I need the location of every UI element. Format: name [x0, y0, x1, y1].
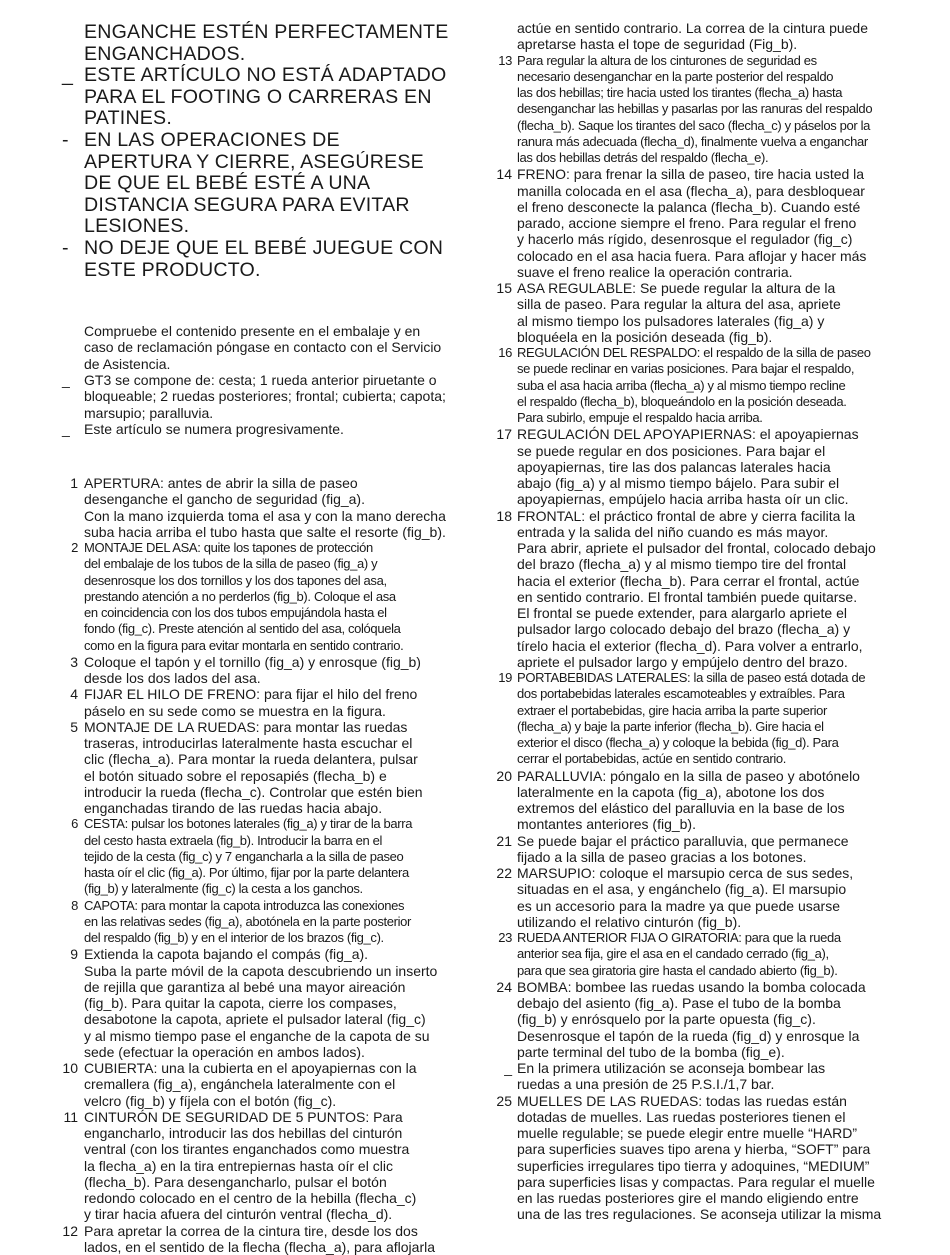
step-number: 17 [496, 426, 512, 443]
instruction-step [492, 345, 892, 426]
step-line: el respaldo (flecha_b), bloqueándolo en la posición deseada. [517, 393, 847, 409]
step-line: desabotone la capota, apriete el pulsador lateral (fig_c) [84, 1011, 426, 1028]
step-line: silla de paseo. Para regular la altura del asa, apriete [517, 296, 841, 313]
step-line: dotadas de muelles. Las ruedas posteriores tienen el [517, 1108, 846, 1125]
step-line: MUELLES DE LAS RUEDAS: todas las ruedas están [517, 1092, 847, 1109]
step-line: la flecha_a) en la tira entrepiernas hasta oír el clic [84, 1157, 393, 1174]
step-number: 9 [70, 946, 78, 963]
contents-bullet: _ [62, 372, 70, 389]
step-line: clic (flecha_a). Para montar la rueda delantera, pulsar [84, 751, 418, 768]
step-line: del embalaje de los tubos de la silla de paseo (fig_a) y [84, 556, 378, 572]
step-number: 6 [71, 816, 78, 832]
step-line: MARSUPIO: coloque el marsupio cerca de sus sedes, [517, 865, 854, 881]
contents-item [62, 372, 450, 421]
step-text [517, 768, 892, 833]
step-line: dos portabebidas laterales escamoteables y extraíbles. Para [517, 686, 845, 702]
contents-text: Este artículo se numera progresivamente. [84, 420, 344, 437]
step-line: el botón situado sobre el reposapiés (flecha_b) e [84, 767, 387, 784]
step-line: del brazo (flecha_a) y al mismo tiempo tire del frontal [517, 556, 847, 573]
step-text [517, 53, 892, 167]
step-number: 25 [496, 1092, 512, 1109]
instruction-step [62, 898, 450, 947]
instruction-step [492, 833, 892, 866]
step-line: se puede reclinar en varias posiciones. Para bajar el respaldo, [517, 361, 855, 377]
step-text [517, 670, 892, 768]
step-line: apretarse hasta el tope de seguridad (Fig_b). [517, 36, 798, 53]
step-text [517, 1060, 892, 1093]
step-text [517, 1093, 892, 1223]
step-line: fijado a la silla de paseo gracias a los botones. [517, 848, 807, 865]
step-line: páselo en su sede como se muestra en la figura. [84, 702, 386, 719]
step-line: parte terminal del tubo de la bomba (fig_e). [517, 1043, 785, 1060]
step-line: ranura más adecuada (flecha_d), finalmente vuelva a enganchar [517, 133, 868, 149]
step-line: sede (efectuar la operación en ambos lados). [84, 1043, 365, 1060]
step-line: Coloque el tapón y el tornillo (fig_a) y enrosque (fig_b) [84, 653, 421, 670]
instruction-step [62, 1109, 450, 1223]
step-line: exterior el disco (flecha_a) y coloque la bebida (fig_d). Para [517, 735, 839, 750]
step-number: 1 [70, 475, 78, 492]
step-line: para que sea giratoria gire hasta el candado abierto (fig_b). [517, 962, 838, 978]
step-line: del cesto hasta extraela (fig_b). Introducir la barra en el [84, 832, 383, 848]
package-contents [62, 323, 450, 437]
step-line: engancharlo, introducir las dos hebillas del cinturón [84, 1125, 403, 1142]
step-line: es un accesorio para la madre ya que puede usarse [517, 897, 840, 914]
warning-bullet: _ [62, 64, 74, 87]
instruction-step [492, 280, 892, 345]
step-line: enganchadas tirando de las ruedas hacia abajo. [84, 800, 383, 817]
step-line: debajo del asiento (fig_a). Pase el tubo de la bomba [517, 995, 841, 1011]
step-text [84, 719, 450, 817]
warning-bullet: - [62, 128, 69, 151]
step-text [517, 979, 892, 1060]
step-number: 23 [498, 930, 512, 945]
instruction-step [492, 53, 892, 167]
step-line: MONTAJE DEL ASA: quite los tapones de protección [84, 540, 373, 556]
step-text [84, 898, 450, 947]
step-line: MONTAJE DE LA RUEDAS: para montar las ruedas [84, 718, 408, 735]
step-line: (flecha_b). Saque los tirantes del saco (flecha_c) y páselos por la [517, 117, 871, 133]
step-number: 14 [496, 166, 512, 183]
step-line: en las ruedas posteriores gire el mando eligiendo entre [517, 1190, 859, 1206]
step-line: Para regular la altura de los cinturones de seguridad es [517, 52, 817, 68]
step-text [84, 816, 450, 897]
step-text [84, 686, 450, 719]
step-line: cerrar el portabebidas, actúe en sentido contrario. [517, 751, 787, 767]
warning-item [62, 238, 450, 281]
step-line: desenganchar las hebillas y pasarlas por las ranuras del respaldo [517, 101, 873, 117]
instruction-steps-left [62, 475, 450, 1255]
step-line: extremos del elástico del paralluvia en la base de los [517, 800, 845, 816]
instruction-step [62, 1060, 450, 1109]
step-line: montantes anteriores (fig_b). [517, 816, 696, 833]
step-line: ruedas a una presión de 25 P.S.I./1,7 bar. [517, 1076, 775, 1093]
warning-text: ENGANCHE ESTÉN PERFECTAMENTE ENGANCHADOS. [84, 21, 449, 65]
instruction-step [62, 654, 450, 687]
step-line: superficies irregulares tipo tierra y adoquines, “MEDIUM” [517, 1157, 870, 1174]
left-column [62, 0, 450, 1255]
step-line: traseras, introducirlas lateralmente hasta escuchar el [84, 735, 413, 752]
step-line: extraer el portabebidas, gire hacia arriba la parte superior [517, 702, 827, 718]
step-line: en las relativas sedes (fig_a), abotónela en la parte posterior [84, 913, 411, 929]
step-number: _ [504, 1060, 512, 1076]
step-line: apoyapiernas, tire las dos palancas laterales hacia [517, 458, 831, 475]
step-line: Suba la parte móvil de la capota descubriendo un inserto [84, 962, 438, 979]
step-line: de rejilla que garantiza al bebé una mayor aireación [84, 978, 406, 995]
instruction-steps-right [492, 20, 892, 1223]
step-line: REGULACIÓN DEL APOYAPIERNAS: el apoyapiernas [517, 426, 859, 443]
step-line: las dos hebillas detrás del respaldo (flecha_e). [517, 150, 769, 165]
step-line: manilla colocada en el asa (flecha_a), para desbloquear [517, 182, 865, 199]
step-line: (fig_b) y enrósquelo por la parte opuesta (fig_c). [517, 1011, 816, 1028]
step-line: colocado en el asa hacia fuera. Para aflojar y hacer más [517, 247, 867, 264]
step-line: Para subirlo, empuje el respaldo hacia arriba. [517, 410, 763, 425]
warning-item [62, 130, 450, 238]
step-line: pulsador largo colocado debajo del brazo (flecha_a) y [517, 621, 851, 638]
step-line: bloquéela en la posición deseada (fig_b). [517, 328, 773, 345]
warning-text: EN LAS OPERACIONES DE APERTURA Y CIERRE, ASEGÚRESE DE QUE EL BEBÉ ESTÉ A UNA DISTANCIA SEGURA PARA EVITAR LESIONES. [84, 128, 424, 238]
step-line: ventral (con los tirantes enganchados como muestra [84, 1141, 410, 1158]
instruction-step [492, 979, 892, 1060]
instruction-step [492, 20, 892, 53]
step-line: fondo (fig_c). Preste atención al sentido del asa, colóquela [84, 621, 401, 637]
step-number: 21 [496, 832, 512, 849]
step-line: Con la mano izquierda toma el asa y con la mano derecha [84, 507, 446, 524]
step-line: para superficies suaves tipo arena y hierba, “SOFT” para [517, 1141, 871, 1158]
step-number: 3 [70, 653, 78, 670]
step-line: (flecha_b). Para desengancharlo, pulsar el botón [84, 1173, 387, 1190]
step-line: (fig_b). Para quitar la capota, cierre los compases, [84, 995, 397, 1012]
step-line: suba el asa hacia arriba (flecha_a) y al mismo tiempo recline [517, 377, 846, 393]
step-line: Para apretar la correa de la cintura tire, desde los dos [84, 1222, 418, 1239]
step-number: 24 [496, 978, 512, 995]
step-line: ASA REGULABLE: Se puede regular la altura de la [517, 280, 836, 296]
step-text [517, 280, 892, 345]
step-text [517, 930, 892, 979]
warning-text: ESTE ARTÍCULO NO ESTÁ ADAPTADO PARA EL FOOTING O CARRERAS EN PATINES. [84, 64, 447, 130]
step-line: desenganche el gancho de seguridad (fig_a). [84, 491, 365, 508]
contents-item [62, 421, 450, 437]
step-line: En la primera utilización se aconseja bombear las [517, 1060, 826, 1076]
step-line: se puede regular en dos posiciones. Para bajar el [517, 442, 826, 459]
step-number: 15 [496, 280, 512, 296]
step-text [517, 865, 892, 930]
step-number: 12 [62, 1222, 78, 1239]
step-line: CINTURÓN DE SEGURIDAD DE 5 PUNTOS: Para [84, 1108, 403, 1125]
step-line: BOMBA: bombee las ruedas usando la bomba colocada [517, 978, 866, 995]
instruction-step [492, 508, 892, 671]
step-text [84, 540, 450, 654]
step-text [84, 1109, 450, 1223]
contents-check: Compruebe el contenido presente en el embalaje y en caso de reclamación póngase en contacto con el Servicio de Asistencia. [84, 323, 442, 372]
step-line: CAPOTA: para montar la capota introduzca las conexiones [84, 897, 405, 913]
step-line: utilizando el relativo cinturón (fig_b). [517, 913, 742, 930]
instruction-step [492, 166, 892, 280]
right-column [492, 0, 892, 1223]
step-number: 22 [496, 865, 512, 881]
step-line: hacia el exterior (flecha_b). Para cerrar el frontal, actúe [517, 572, 860, 589]
step-line: CESTA: pulsar los botones laterales (fig_a) y tirar de la barra [84, 816, 413, 832]
warning-text: NO DEJE QUE EL BEBÉ JUEGUE CON ESTE PRODUCTO. [84, 236, 444, 281]
step-number: 19 [498, 670, 512, 685]
warnings-block [62, 22, 450, 281]
step-line: (fig_b) y lateralmente (fig_c) la cesta a los ganchos. [84, 881, 363, 897]
step-line: en coincidencia con los dos tubos empujándola hasta el [84, 605, 387, 621]
step-text [517, 426, 892, 507]
step-line: necesario desenganchar en la parte posterior del respaldo [517, 68, 834, 84]
step-number: 18 [496, 507, 512, 524]
step-line: Para abrir, apriete el pulsador del frontal, colocado debajo [517, 540, 876, 556]
step-line: lados, en el sentido de la flecha (flecha_a), para aflojarla [84, 1238, 435, 1255]
step-line: CUBIERTA: una la cubierta en el apoyapiernas con la [84, 1060, 417, 1077]
step-text [84, 1060, 450, 1109]
step-line: suave el freno realice la operación contraria. [517, 263, 793, 280]
instruction-step [62, 719, 450, 817]
step-line: velcro (fig_b) y fíjela con el botón (fig_c). [84, 1092, 337, 1109]
step-number: 8 [71, 897, 78, 913]
step-line: redondo colocado en el centro de la hebilla (flecha_c) [84, 1190, 417, 1207]
step-line: PARALLUVIA: póngalo en la silla de paseo y abotónelo [517, 767, 860, 784]
step-number: 16 [498, 345, 512, 360]
step-text [84, 654, 450, 687]
instruction-step [492, 930, 892, 979]
step-line: FIJAR EL HILO DE FRENO: para fijar el hilo del freno [84, 686, 418, 703]
step-line: Se puede bajar el práctico paralluvia, que permanece [517, 832, 849, 849]
step-text [84, 475, 450, 540]
step-number: 5 [70, 718, 78, 735]
step-line: El frontal se puede extender, para alargarlo apriete el [517, 605, 847, 621]
step-line: en sentido contrario. El frontal también puede quitarse. [517, 588, 858, 605]
instruction-step [492, 768, 892, 833]
step-number: 13 [498, 52, 512, 68]
step-line: FRENO: para frenar la silla de paseo, tire hacia usted la [517, 166, 865, 183]
step-line: introducir la rueda (flecha_c). Controlar que estén bien [84, 783, 423, 800]
instruction-step [62, 686, 450, 719]
step-line: al mismo tiempo los pulsadores laterales (fig_a) y [517, 312, 825, 329]
instruction-step [62, 946, 450, 1060]
step-line: lateralmente en la capota (fig_a), abotone los dos [517, 783, 825, 800]
step-line: actúe en sentido contrario. La correa de la cintura puede [517, 20, 869, 36]
step-line: y hacerlo más rígido, desenrosque el regulador (fig_c) [517, 231, 853, 248]
step-text [517, 166, 892, 280]
step-line: FRONTAL: el práctico frontal de abre y cierra facilita la [517, 507, 856, 524]
instruction-step [492, 865, 892, 930]
step-line: prestando atención a no perderlos (fig_b). Coloque el asa [84, 588, 396, 604]
step-line: APERTURA: antes de abrir la silla de paseo [84, 475, 358, 492]
step-line: entrada y la salida del niño cuando es más mayor. [517, 523, 829, 540]
step-text [84, 946, 450, 1060]
step-line: como en la figura para evitar montarla en sentido contrario. [84, 637, 404, 653]
instruction-step [62, 475, 450, 540]
contents-text: GT3 se compone de: cesta; 1 rueda anterior piruetante o bloqueable; 2 ruedas posteriores; frontal; cubierta; capota; marsupio; paralluvia. [84, 372, 446, 421]
step-number: 20 [496, 767, 512, 784]
step-line: y al mismo tiempo pase el enganche de la capota de su [84, 1027, 430, 1044]
step-text [517, 345, 892, 426]
step-line: Desenrosque el tapón de la rueda (fig_d) y enrosque la [517, 1027, 860, 1044]
instruction-step [492, 426, 892, 507]
instruction-step [492, 1060, 892, 1093]
step-line: las dos hebillas; tire hacia usted los tirantes (flecha_a) hasta [517, 85, 843, 100]
step-line: apriete el pulsador largo y empújelo dentro del brazo. [517, 653, 848, 670]
step-line: muelle regulable; se puede elegir entre muelle “HARD” [517, 1125, 858, 1141]
step-line: suba hacia arriba el tubo hasta que salte el resorte (fig_b). [84, 523, 446, 540]
step-text [84, 1223, 450, 1255]
step-number: 2 [71, 540, 78, 556]
step-line: apoyapiernas, empújelo hacia arriba hasta oír un clic. [517, 491, 849, 508]
instruction-step [62, 1223, 450, 1255]
step-line: desde los dos lados del asa. [84, 670, 261, 687]
step-line: Extienda la capota bajando el compás (fig_a). [84, 946, 369, 963]
step-line: REGULACIÓN DEL RESPALDO: el respaldo de la silla de paseo [517, 345, 871, 360]
instruction-step [492, 670, 892, 768]
step-number: 11 [63, 1108, 78, 1125]
step-line: del respaldo (fig_b) y en el interior de los brazos (fig_c). [84, 930, 384, 946]
step-line: cremallera (fig_a), engánchela lateralmente con el [84, 1076, 396, 1093]
warning-item [62, 65, 450, 130]
step-number: 4 [70, 686, 78, 703]
step-line: abajo (fig_a) y al mismo tiempo bájelo. Para subir el [517, 475, 840, 491]
step-line: parado, accione siempre el freno. Para regular el freno [517, 215, 857, 231]
step-line: RUEDA ANTERIOR FIJA O GIRATORIA: para que la rueda [517, 930, 841, 945]
step-line: desenrosque los dos tornillos y los dos tapones del asa, [84, 572, 387, 588]
step-text [517, 833, 892, 866]
warning-bullet: - [62, 236, 69, 259]
step-text [517, 508, 892, 671]
step-line: una de las tres regulaciones. Se aconseja utilizar la misma [517, 1206, 882, 1223]
step-line: para superficies lisas y compactas. Para regular el muelle [517, 1173, 875, 1190]
contents-bullet: _ [62, 420, 70, 437]
instruction-step [62, 540, 450, 654]
step-line: situadas en el asa, y engánchelo (fig_a). El marsupio [517, 881, 847, 898]
step-line: hasta oír el clic (fig_a). Por último, fijar por la parte delantera [84, 865, 409, 881]
step-line: anterior sea fija, gire el asa en el candado cerrado (fig_a), [517, 946, 829, 962]
step-line: (flecha_a) y baje la parte inferior (flecha_b). Gire hacia el [517, 718, 824, 734]
step-text [517, 20, 892, 53]
instruction-step [492, 1093, 892, 1223]
step-line: tírelo hacia el exterior (flecha_d). Para volver a entrarlo, [517, 637, 863, 654]
step-line: y tirar hacia afuera del cinturón ventral (flecha_d). [84, 1206, 393, 1223]
step-line: el freno desconecte la palanca (flecha_b). Cuando esté [517, 198, 861, 215]
warning-item [62, 22, 450, 65]
step-line: tejido de la cesta (fig_c) y 7 engancharla a la silla de paseo [84, 848, 404, 864]
instruction-step [62, 816, 450, 897]
step-number: 10 [62, 1060, 78, 1077]
step-line: PORTABEBIDAS LATERALES: la silla de paseo está dotada de [517, 670, 866, 685]
